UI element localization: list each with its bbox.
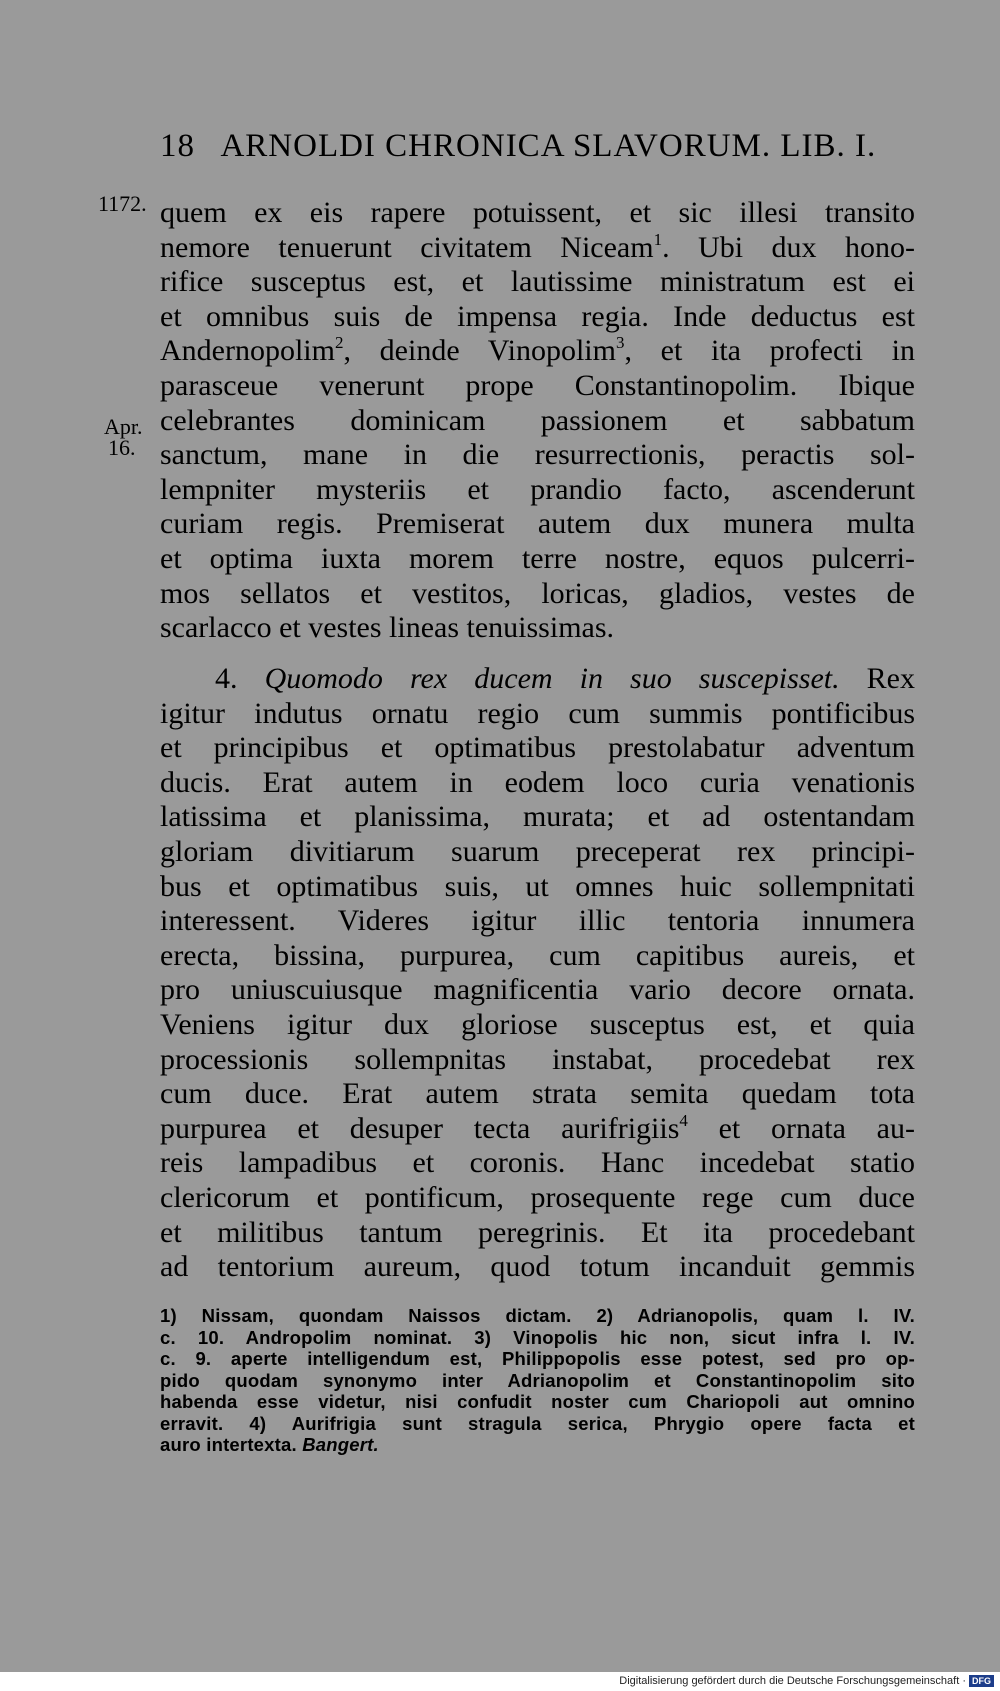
text-line: et militibus tantum peregrinis. Et ita procedebant	[160, 1215, 915, 1249]
margin-month: Apr.	[104, 414, 143, 439]
text-line: celebrantes dominicam passionem et sabbatum	[160, 403, 915, 437]
text-line: quem ex eis rapere potuissent, et sic illesi transito	[160, 196, 915, 229]
text-line: Andernopolim$^2$, deinde Vinopolim$^3$, et ita profecti in	[160, 333, 915, 368]
text-line: erecta, bissina, purpurea, cum capitibus aureis, et	[160, 938, 915, 972]
text-line: rifice susceptus est, et lautissime ministratum est ei	[160, 265, 915, 299]
footnote-ref: 4	[679, 1110, 688, 1130]
text-line: nemore tenuerunt civitatem Niceam$^1$. Ubi dux hono-	[160, 229, 915, 264]
running-header	[160, 128, 890, 165]
chapter-number: 4.	[215, 662, 238, 695]
text-line: ad tentorium aureum, quod totum incanduit gemmis	[160, 1250, 915, 1284]
chapter-title: Quomodo rex ducem in suo suscepisset.	[264, 662, 840, 695]
footnotes	[160, 1305, 915, 1456]
digitization-credit: Digitalisierung gefördert durch die Deutsche Forschungsgemeinschaft · DFG	[619, 1675, 994, 1687]
text-line: igitur indutus ornatu regio cum summis pontificibus	[160, 696, 915, 730]
text-line: latissima et planissima, murata; et ad ostentandam	[160, 800, 915, 834]
footnote-line: c. 10. Andropolim nominat. 3) Vinopolis hic non, sicut infra l. IV.	[160, 1326, 915, 1348]
text-line: gloriam divitiarum suarum preceperat rex principi-	[160, 834, 915, 868]
page-number: 18	[160, 128, 195, 164]
text-line: interessent. Videres igitur illic tentoria innumera	[160, 904, 915, 938]
paragraph-1	[160, 196, 915, 646]
text-line: processionis sollempnitas instabat, procedebat rex	[160, 1042, 915, 1076]
text-line: purpurea et desuper tecta aurifrigiis$^4$ et ornata au-	[160, 1110, 915, 1145]
text-line: et principibus et optimatibus prestolabatur adventum	[160, 731, 915, 765]
running-title: ARNOLDI CHRONICA SLAVORUM. LIB. I.	[220, 128, 877, 164]
text-line: bus et optimatibus suis, ut omnes huic sollempnitati	[160, 869, 915, 903]
text-line: et omnibus suis de impensa regia. Inde deductus est	[160, 299, 915, 333]
footnote-line: erravit. 4) Aurifrigia sunt stragula serica, Phrygio opere facta et	[160, 1412, 915, 1434]
margin-year: 1172.	[98, 191, 147, 216]
text-line: parasceue venerunt prope Constantinopolim. Ibique	[160, 368, 915, 402]
footnote-line: habenda esse videtur, nisi confudit noster cum Chariopoli aut omnino	[160, 1391, 915, 1412]
text-line: et optima iuxta morem terre nostre, equos pulcerri-	[160, 541, 915, 575]
text-line: curiam regis. Premiserat autem dux munera multa	[160, 507, 915, 541]
text-line: cum duce. Erat autem strata semita quedam tota	[160, 1077, 915, 1111]
footnote-line: 1) Nissam, quondam Naissos dictam. 2) Adrianopolis, quam l. IV.	[160, 1305, 915, 1326]
credit-text: Digitalisierung gefördert durch die Deutsche Forschungsgemeinschaft	[619, 1675, 960, 1687]
text-line: reis lampadibus et coronis. Hanc incedebat statio	[160, 1146, 915, 1180]
footnote-ref: 1	[653, 229, 663, 249]
chapter-heading-line: 4. Quomodo rex ducem in suo suscepisset. Rex	[215, 662, 915, 695]
paragraph-2	[160, 662, 915, 1285]
footnote-ref: 2	[334, 333, 344, 353]
text-line: Veniens igitur dux gloriose susceptus est, et quia	[160, 1007, 915, 1041]
text-line: pro uniuscuiusque magnificentia vario decore ornata.	[160, 973, 915, 1007]
footnote-author: Bangert.	[302, 1434, 379, 1455]
text-line: clericorum et pontificum, prosequente rege cum duce	[160, 1180, 915, 1214]
footnote-line: pido quodam synonymo inter Adrianopolim et Constantinopolim sito	[160, 1369, 915, 1391]
text-line: sanctum, mane in die resurrectionis, peractis sol-	[160, 438, 915, 472]
footnote-line: c. 9. aperte intelligendum est, Philippopolis esse potest, sed pro op-	[160, 1348, 915, 1369]
text-line: scarlacco et vestes lineas tenuissimas.	[160, 611, 615, 645]
text-line: ducis. Erat autem in eodem loco curia venationis	[160, 765, 915, 799]
footnote-ref: 3	[615, 333, 625, 353]
margin-day: 16.	[108, 435, 136, 460]
dfg-logo: DFG	[969, 1675, 994, 1687]
text-line: lempniter mysteriis et prandio facto, ascenderunt	[160, 472, 915, 506]
footnote-line: auro intertexta. Bangert.	[160, 1434, 379, 1455]
text-line: mos sellatos et vestitos, loricas, gladios, vestes de	[160, 576, 915, 610]
